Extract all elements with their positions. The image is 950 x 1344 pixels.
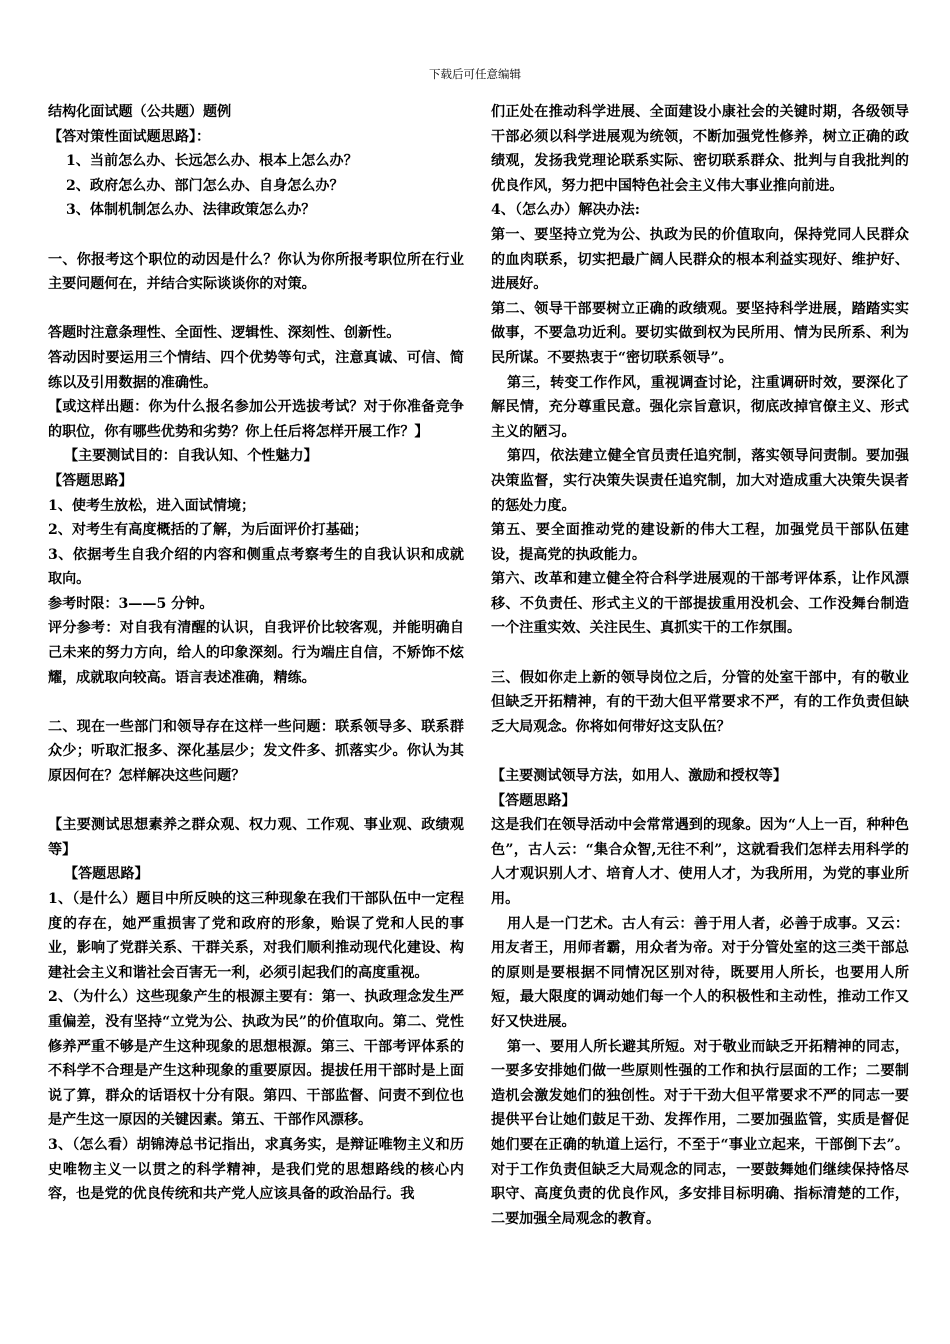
paragraph: 答题时注意条理性、全面性、逻辑性、深刻性、创新性。 bbox=[48, 325, 401, 342]
paragraph: 们正处在推动科学进展、全面建设小康社会的关键时期，各级领导干部必须以科学进展观为统领，不断加强党性修养，树立正确的政绩观，发扬我党理论联系实际、密切联系群众、批判与自我批判的优良作风，努力把中国特色社会主义伟大事业推向前进。 bbox=[491, 104, 909, 194]
paragraph: 第五、要全面推动党的建设新的伟大工程，加强党员干部队伍建设，提高党的执政能力。 bbox=[491, 522, 909, 563]
blank-line bbox=[491, 739, 909, 764]
paragraph: 第三，转变工作作风，重视调查讨论，注重调研时效，要深化了解民情，充分尊重民意。强化宗旨意识，彻底改掉官僚主义、形式主义的陋习。 bbox=[491, 374, 909, 440]
paragraph: 1、使考生放松，进入面试情境； bbox=[48, 497, 256, 514]
paragraph: 3、依据考生自我介绍的内容和侧重点考察考生的自我认识和成就取向。 bbox=[48, 546, 464, 588]
paragraph: 2、（为什么）这些现象产生的根源主要有：第一、执政理念发生严重偏差，没有坚持“立党为公、执政为民”的价值取向。第二、党性修养严重不够是产生这种现象的思想根源。第三、干部考评体系的不科学不合理是产生这种现象的重要原因。提拔任用干部时是上面说了算，群众的话语权十分有限。第四、干部监督、问责不到位也是产生这一原因的关键因素。第五、干部作风漂移。 bbox=[48, 989, 464, 1129]
paragraph: 【答题思路】 bbox=[48, 472, 133, 489]
paragraph: 第四，依法建立健全官员责任追究制，落实领导问责制。要加强决策监督，实行决策失误责任追究制，加大对造成重大决策失误者的惩处力度。 bbox=[491, 448, 909, 514]
paragraph: 2、政府怎么办、部门怎么办、自身怎么办？ bbox=[66, 177, 344, 194]
paragraph: 三、假如你走上新的领导岗位之后，分管的处室干部中，有的敬业但缺乏开拓精神，有的干劲大但平常要求不严，有的工作负责但缺乏大局观念。你将如何带好这支队伍？ bbox=[491, 669, 909, 735]
left-column bbox=[48, 100, 464, 1207]
paragraph: 【主要测试目的：自我认知、个性魅力】 bbox=[64, 448, 318, 465]
paragraph: 一、你报考这个职位的动因是什么？你认为你所报考职位所在行业主要问题何在，并结合实际谈谈你的对策。 bbox=[48, 251, 464, 293]
paragraph: 4、（怎么办）解决办法: bbox=[491, 202, 640, 219]
right-column bbox=[491, 100, 909, 1231]
paragraph: 【主要测试领导方法，如用人、激励和授权等】 bbox=[491, 768, 787, 785]
paragraph: 用人是一门艺术。古人有云：善于用人者，必善于成事。又云：用友者王，用师者霸，用众者为帝。对于分管处室的这三类干部总的原则是要根据不同情况区别对待，既要用人所长，也要用人所短，最大限度的调动她们每一个人的积极性和主动性，推动工作又好又快进展。 bbox=[491, 915, 909, 1030]
paragraph: 第六、改革和建立健全符合科学进展观的干部考评体系，让作风漂移、不负责任、形式主义的干部提拔重用没机会、工作没舞台制造一个注重实效、关注民生、真抓实干的工作氛围。 bbox=[491, 571, 909, 637]
paragraph: 【答题思路】 bbox=[491, 792, 576, 809]
paragraph: 第一、要用人所长避其所短。对于敬业而缺乏开拓精神的同志，一要多安排她们做一些原则性强的工作和执行层面的工作；二要制造机会激发她们的独创性。对于干劲大但平常要求不严的同志一要提供平台让她们鼓足干劲、发挥作用，二要加强监管，实质是督促她们要在正确的轨道上运行，不至于“事业立起来，干部倒下去”。对于工作负责但缺乏大局观念的同志，一要鼓舞她们继续保持恪尽职守、高度负责的优良作风，多安排目标明确、指标清楚的工作，二要加强全局观念的教育。 bbox=[491, 1038, 909, 1227]
paragraph: 答动因时要运用三个情结、四个优势等句式，注意真诚、可信、简练以及引用数据的准确性。 bbox=[48, 349, 464, 391]
paragraph: 3、（怎么看）胡锦涛总书记指出，求真务实，是辩证唯物主义和历史唯物主义一以贯之的科学精神，是我们党的思想路线的核心内容，也是党的优良传统和共产党人应该具备的政治品行。我 bbox=[48, 1136, 464, 1203]
paragraph: 结构化面试题（公共题）题例 bbox=[48, 104, 232, 120]
paragraph: 【或这样出题：你为什么报名参加公开选拔考试？对于你准备竞争的职位，你有哪些优势和劣势？你上任后将怎样开展工作？】 bbox=[48, 399, 464, 440]
paragraph: 2、对考生有高度概括的了解，为后面评价打基础； bbox=[48, 522, 368, 539]
paragraph: 第二、领导干部要树立正确的政绩观。要坚持科学进展，踏踏实实做事，不要急功近利。要切实做到权为民所用、情为民所系、利为民所谋。不要热衷于“密切联系领导”。 bbox=[491, 300, 909, 366]
paragraph: 1、（是什么）题目中所反映的这三种现象在我们干部队伍中一定程度的存在，她严重损害了党和政府的形象，贻误了党和人民的事业，影响了党群关系、干群关系，对我们顺利推动现代化建设、构建社会主义和谐社会百害无一利，必须引起我们的高度重视。 bbox=[48, 891, 464, 981]
paragraph: 【答题思路】 bbox=[64, 866, 149, 883]
paragraph: 这是我们在领导活动中会常常遇到的现象。因为“人上一百，种种色色”，古人云：“集合众智,无往不利”，这就看我们怎样去用科学的人才观识别人才、培育人才、使用人才，为我所用，为党的事业所用。 bbox=[491, 817, 909, 907]
paragraph: 第一、要坚持立党为公、执政为民的价值取向，保持党同人民群众的血肉联系，切实把最广阔人民群众的根本利益实现好、维护好、进展好。 bbox=[491, 226, 909, 293]
page-header: 下载后可任意编辑 bbox=[429, 67, 521, 81]
paragraph: 参考时限：3——5 分钟。 bbox=[48, 595, 214, 612]
blank-line bbox=[48, 297, 464, 322]
paragraph: 二、现在一些部门和领导存在这样一些问题：联系领导多、联系群众少；听取汇报多、深化基层少；发文件多、抓落实少。你认为其原因何在？怎样解决这些问题？ bbox=[48, 718, 464, 785]
paragraph: 1、当前怎么办、长远怎么办、根本上怎么办？ bbox=[66, 153, 358, 170]
paragraph: 3、体制机制怎么办、法律政策怎么办？ bbox=[66, 202, 316, 219]
blank-line bbox=[48, 690, 464, 715]
paragraph: 【答对策性面试题思路】： bbox=[48, 128, 211, 145]
blank-line bbox=[491, 641, 909, 666]
blank-line bbox=[48, 789, 464, 814]
blank-line bbox=[48, 223, 464, 248]
paragraph: 【主要测试思想素养之群众观、权力观、工作观、事业观、政绩观等】 bbox=[48, 817, 464, 858]
paragraph: 评分参考：对自我有清醒的认识，自我评价比较客观，并能明确自己未来的努力方向，给人的印象深刻。行为端庄自信，不矫饰不炫耀，成就取向较高。语言表述准确，精练。 bbox=[48, 620, 464, 686]
